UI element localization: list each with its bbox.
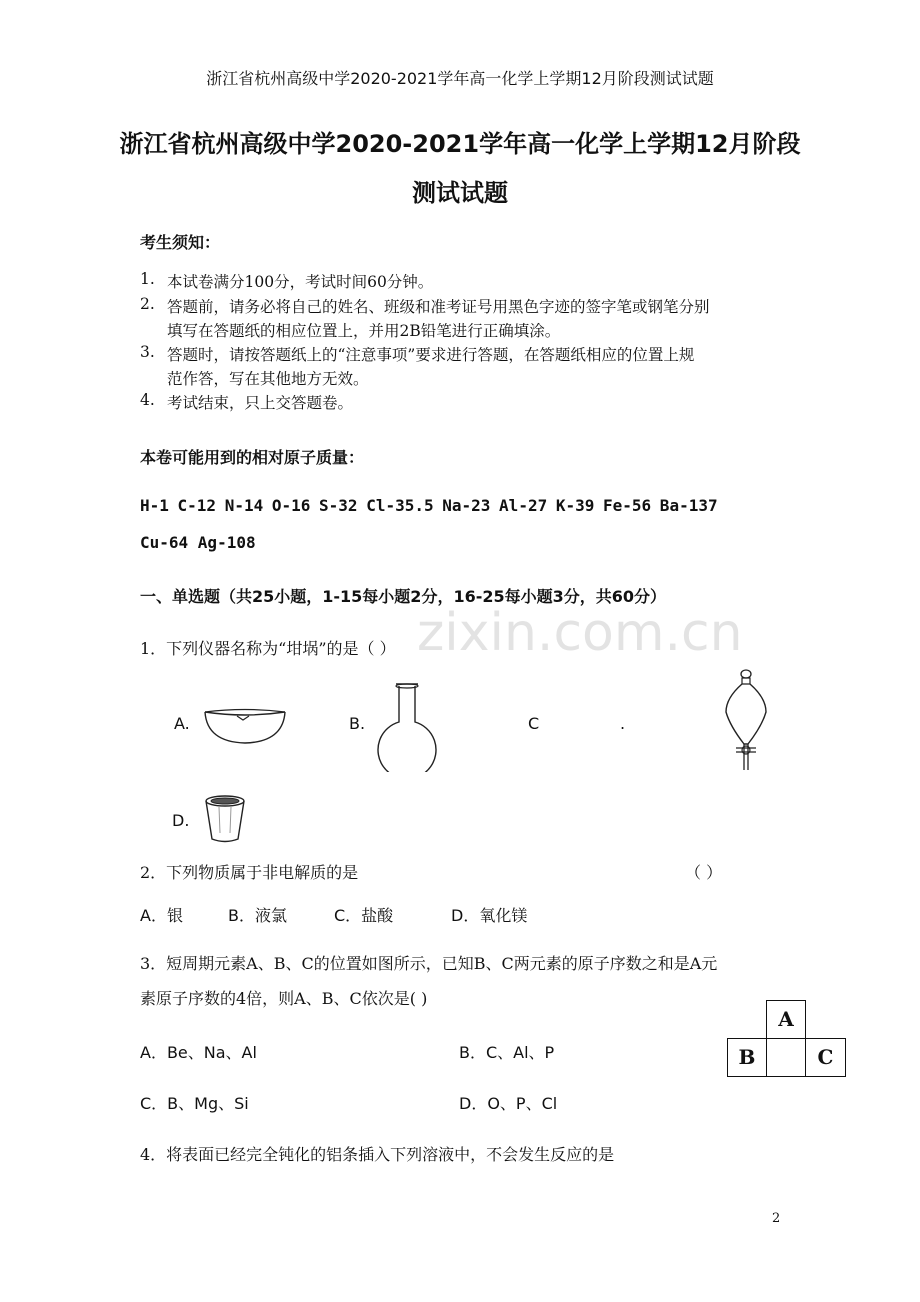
grid-cell-b: B xyxy=(727,1038,767,1077)
question-3-stem-line2: 素原子序数的4倍，则A、B、C依次是( ) xyxy=(140,989,428,1008)
crucible-icon xyxy=(202,793,248,845)
question-4-stem: 4．将表面已经完全钝化的铝条插入下列溶液中，不会发生反应的是 xyxy=(140,1145,615,1164)
q3-option-b: B．C、Al、P xyxy=(459,1043,555,1062)
grid-cell-c: C xyxy=(805,1038,846,1077)
notice-item-number: 2. xyxy=(140,295,155,313)
question-1-stem: 1．下列仪器名称为“坩埚”的是（ ） xyxy=(140,639,396,658)
evaporating-dish-icon xyxy=(203,706,287,746)
notice-item-number: 1. xyxy=(140,270,155,288)
q1-option-c-label: C xyxy=(528,714,540,733)
atomic-mass-heading: 本卷可能用到的相对原子质量： xyxy=(140,448,365,467)
notice-item-text: 本试卷满分100分，考试时间60分钟。 xyxy=(167,273,434,291)
q2-option-d: D．氧化镁 xyxy=(451,906,528,925)
separatory-funnel-icon xyxy=(722,668,770,774)
notice-item-text: 考试结束，只上交答题卷。 xyxy=(167,394,354,412)
page-title-line1: 浙江省杭州高级中学2020-2021学年高一化学上学期12月阶段 xyxy=(119,130,801,158)
notice-item-number: 4. xyxy=(140,391,155,409)
q2-option-c: C．盐酸 xyxy=(334,906,394,925)
q1-option-b-label: B. xyxy=(349,714,366,733)
atomic-mass-list-line2: Cu-64 Ag-108 xyxy=(140,533,256,552)
notice-heading: 考生须知： xyxy=(140,233,221,252)
round-bottom-flask-icon xyxy=(374,682,440,772)
notice-item-text: 范作答，写在其他地方无效。 xyxy=(167,370,369,388)
q3-option-c: C．B、Mg、Si xyxy=(140,1094,249,1113)
watermark: zixin.com.cn xyxy=(417,603,743,663)
question-2-answer-paren: （ ） xyxy=(685,863,723,882)
q1-option-c-dot: . xyxy=(620,714,626,733)
q2-option-b: B．液氯 xyxy=(228,906,287,925)
q1-option-a-label: A. xyxy=(174,714,190,733)
notice-item-text: 填写在答题纸的相应位置上，并用2B铅笔进行正确填涂。 xyxy=(167,322,561,340)
section-heading: 一、单选题（共25小题，1-15每小题2分，16-25每小题3分，共60分） xyxy=(140,587,667,606)
page-number: 2 xyxy=(772,1211,781,1226)
question-3-stem-line1: 3．短周期元素A、B、C的位置如图所示，已知B、C两元素的原子序数之和是A元 xyxy=(140,954,718,973)
question-2-stem: 2．下列物质属于非电解质的是 xyxy=(140,863,359,882)
q2-option-a: A．银 xyxy=(140,906,183,925)
notice-item-text: 答题时，请按答题纸上的“注意事项”要求进行答题，在答题纸相应的位置上规 xyxy=(167,346,695,364)
notice-item-text: 答题前，请务必将自己的姓名、班级和准考证号用黑色字迹的签字笔或钢笔分别 xyxy=(167,298,710,316)
q1-option-d-label: D. xyxy=(172,811,190,830)
q3-option-d: D．O、P、Cl xyxy=(459,1094,558,1113)
grid-cell-a: A xyxy=(766,1000,806,1039)
page-title-line2: 测试试题 xyxy=(412,179,508,207)
q3-option-a: A．Be、Na、Al xyxy=(140,1043,257,1062)
atomic-mass-list-line1: H-1 C-12 N-14 O-16 S-32 Cl-35.5 Na-23 Al-27 K-39 Fe-56 Ba-137 xyxy=(140,496,718,515)
grid-cell-empty xyxy=(766,1038,806,1077)
notice-item-number: 3. xyxy=(140,343,155,361)
running-header: 浙江省杭州高级中学2020-2021学年高一化学上学期12月阶段测试试题 xyxy=(206,69,714,88)
